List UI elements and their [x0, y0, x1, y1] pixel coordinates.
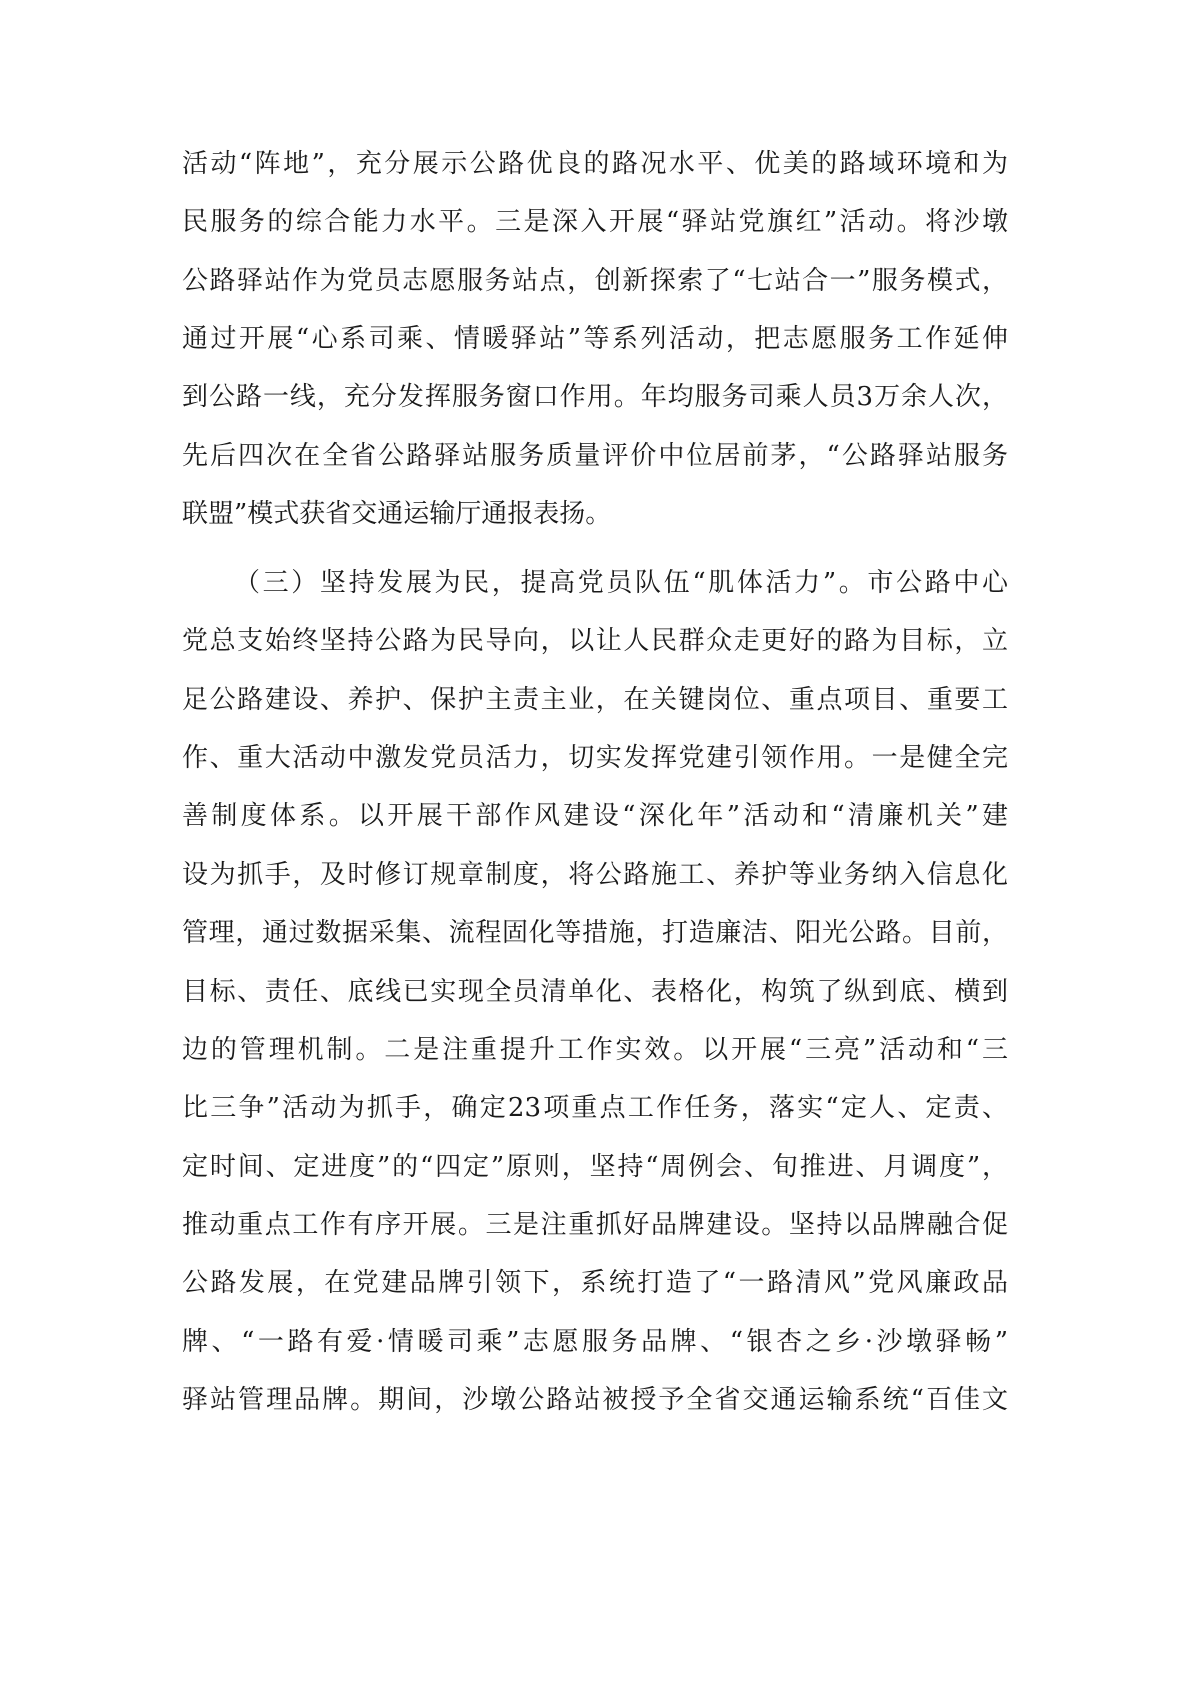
- body-text-line: 管理，通过数据采集、流程固化等措施，打造廉洁、阳光公路。目前，: [182, 918, 1008, 948]
- body-text-line: 党总支始终坚持公路为民导向，以让人民群众走更好的路为目标，立: [182, 626, 1008, 656]
- body-text-line: 牌、“一路有爱·情暖司乘”志愿服务品牌、“银杏之乡·沙墩驿畅”: [182, 1327, 1008, 1357]
- body-text-line: 联盟”模式获省交通运输厅通报表扬。: [182, 499, 612, 529]
- body-text-line: 到公路一线，充分发挥服务窗口作用。年均服务司乘人员3万余人次，: [182, 382, 1008, 412]
- body-text-line: 目标、责任、底线已实现全员清单化、表格化，构筑了纵到底、横到: [182, 977, 1008, 1007]
- body-text-line: 驿站管理品牌。期间，沙墩公路站被授予全省交通运输系统“百佳文: [182, 1385, 1008, 1415]
- body-text-line: 定时间、定进度”的“四定”原则，坚持“周例会、旬推进、月调度”，: [182, 1152, 1008, 1182]
- body-text-line: 公路驿站作为党员志愿服务站点，创新探索了“七站合一”服务模式，: [182, 266, 1008, 296]
- body-text-line: 推动重点工作有序开展。三是注重抓好品牌建设。坚持以品牌融合促: [182, 1210, 1008, 1240]
- body-text-line: 先后四次在全省公路驿站服务质量评价中位居前茅，“公路驿站服务: [182, 441, 1008, 471]
- body-text-line: 边的管理机制。二是注重提升工作实效。以开展“三亮”活动和“三: [182, 1035, 1008, 1065]
- body-text-line: 公路发展，在党建品牌引领下，系统打造了“一路清风”党风廉政品: [182, 1268, 1008, 1298]
- section-heading-line: （三）坚持发展为民，提高党员队伍“肌体活力”。市公路中心: [234, 568, 1008, 598]
- body-text-line: 善制度体系。以开展干部作风建设“深化年”活动和“清廉机关”建: [182, 801, 1008, 831]
- body-text-line: 活动“阵地”，充分展示公路优良的路况水平、优美的路域环境和为: [182, 149, 1008, 179]
- body-text-line: 民服务的综合能力水平。三是深入开展“驿站党旗红”活动。将沙墩: [182, 207, 1008, 237]
- body-text-line: 作、重大活动中激发党员活力，切实发挥党建引领作用。一是健全完: [182, 743, 1008, 773]
- body-text-line: 设为抓手，及时修订规章制度，将公路施工、养护等业务纳入信息化: [182, 860, 1008, 890]
- body-text-line: 足公路建设、养护、保护主责主业，在关键岗位、重点项目、重要工: [182, 685, 1008, 715]
- body-text-line: 通过开展“心系司乘、情暖驿站”等系列活动，把志愿服务工作延伸: [182, 324, 1008, 354]
- body-text-line: 比三争”活动为抓手，确定23项重点工作任务，落实“定人、定责、: [182, 1093, 1008, 1123]
